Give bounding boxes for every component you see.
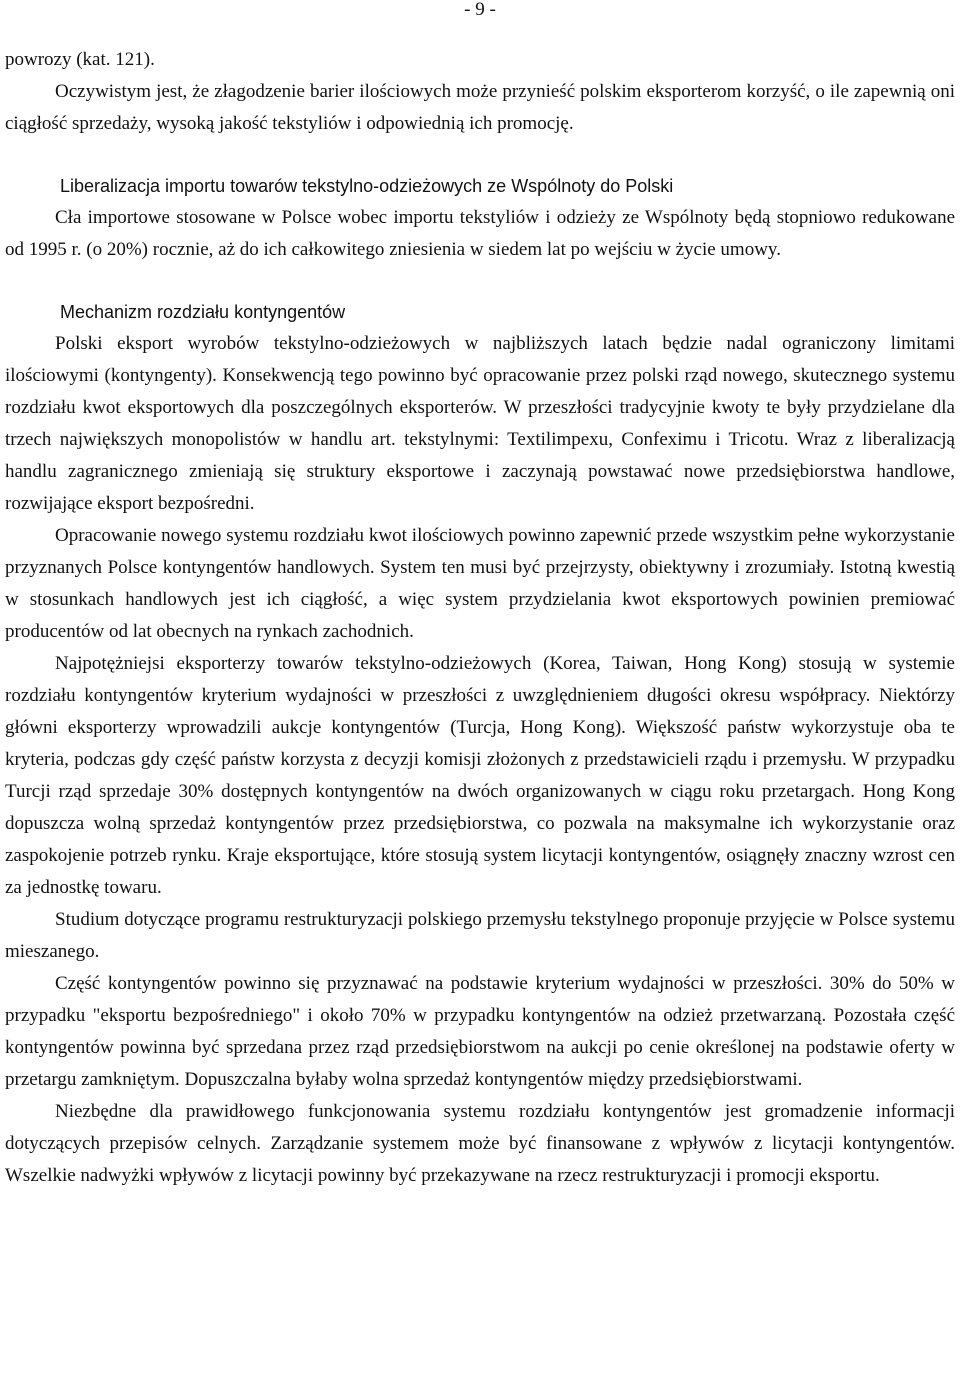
paragraph: Część kontyngentów powinno się przyznawać na podstawie kryterium wydajności w przeszłości. 30% do 50% w przypadku "eksportu bezpośredniego" i około 70% w przypadku kontyngentów na odzież przetwarzaną. Pozostała część kontyngentów powinna być sprzedana przez rząd przedsiębiorstwom na aukcji po cenie określonej na podstawie oferty w przetargu zamkniętym. Dopuszczalna byłaby wolna sprzedaż kontyngentów między przedsiębiorstwami. (5, 973, 955, 1090)
paragraph: Niezbędne dla prawidłowego funkcjonowania systemu rozdziału kontyngentów jest gromadzenie informacji dotyczących przepisów celnych. Zarządzanie systemem może być finansowane z wpływów z licytacji kontyngentów. Wszelkie nadwyżki wpływów z licytacji powinny być przekazywane na rzecz restrukturyzacji i promocji eksportu. (5, 1101, 955, 1186)
document-body (5, 44, 955, 1192)
section-gap (5, 140, 955, 170)
section-heading-liberalization: Liberalizacja importu towarów tekstylno-odzieżowych ze Wspólnoty do Polski (60, 176, 674, 196)
paragraph: Cła importowe stosowane w Polsce wobec importu tekstyliów i odzieży ze Wspólnoty będą stopniowo redukowane od 1995 r. (o 20%) rocznie, aż do ich całkowitego zniesienia w siedem lat po wejściu w życie umowy. (5, 207, 955, 260)
continuation-line: powrozy (kat. 121). (5, 49, 155, 70)
paragraph: Opracowanie nowego systemu rozdziału kwot ilościowych powinno zapewnić przede wszystkim pełne wykorzystanie przyznanych Polsce kontyngentów handlowych. System ten musi być przejrzysty, obiektywny i zrozumiały. Istotną kwestią w stosunkach handlowych jest ich ciągłość, a więc system przydzielania kwot eksportowych powinien premiować producentów od lat obecnych na rynkach zachodnich. (5, 525, 955, 642)
page-number: - 9 - (464, 0, 496, 20)
paragraph: Oczywistym jest, że złagodzenie barier ilościowych może przynieść polskim eksporterom korzyść, o ile zapewnią oni ciągłość sprzedaży, wysoką jakość tekstyliów i odpowiednią ich promocję. (5, 81, 955, 134)
paragraph: Studium dotyczące programu restrukturyzacji polskiego przemysłu tekstylnego proponuje przyjęcie w Polsce systemu mieszanego. (5, 909, 955, 962)
paragraph: Polski eksport wyrobów tekstylno-odzieżowych w najbliższych latach będzie nadal ograniczony limitami ilościowymi (kontyngenty). Konsekwencją tego powinno być opracowanie przez polski rząd nowego, skutecznego systemu rozdziału kwot eksportowych dla poszczególnych eksporterów. W przeszłości tradycyjnie kwoty te były przydzielane dla trzech największych monopolistów w handlu art. tekstylnymi: Textilimpexu, Confeximu i Tricotu. Wraz z liberalizacją handlu zagranicznego zmieniają się struktury eksportowe i zaczynają powstawać nowe przedsiębiorstwa handlowe, rozwijające eksport bezpośredni. (5, 333, 955, 514)
section-heading-quota-mechanism: Mechanizm rozdziału kontyngentów (60, 302, 346, 322)
section-gap (5, 266, 955, 296)
paragraph: Najpotężniejsi eksporterzy towarów tekstylno-odzieżowych (Korea, Taiwan, Hong Kong) stosują w systemie rozdziału kontyngentów kryterium wydajności w przeszłości z uwzględnieniem długości okresu współpracy. Niektórzy główni eksporterzy wprowadzili aukcje kontyngentów (Turcja, Hong Kong). Większość państw wykorzystuje oba te kryteria, podczas gdy część państw korzysta z decyzji komisji złożonych z przedstawicieli rządu i przemysłu. W przypadku Turcji rząd sprzedaje 30% dostępnych kontyngentów na dwóch organizowanych w ciągu roku przetargach. Hong Kong dopuszcza wolną sprzedaż kontyngentów przez przedsiębiorstwa, co pozwala na maksymalne ich wykorzystanie oraz zaspokojenie potrzeb rynku. Kraje eksportujące, które stosują system licytacji kontyngentów, osiągnęły znaczny wzrost cen za jednostkę towaru. (5, 653, 955, 898)
